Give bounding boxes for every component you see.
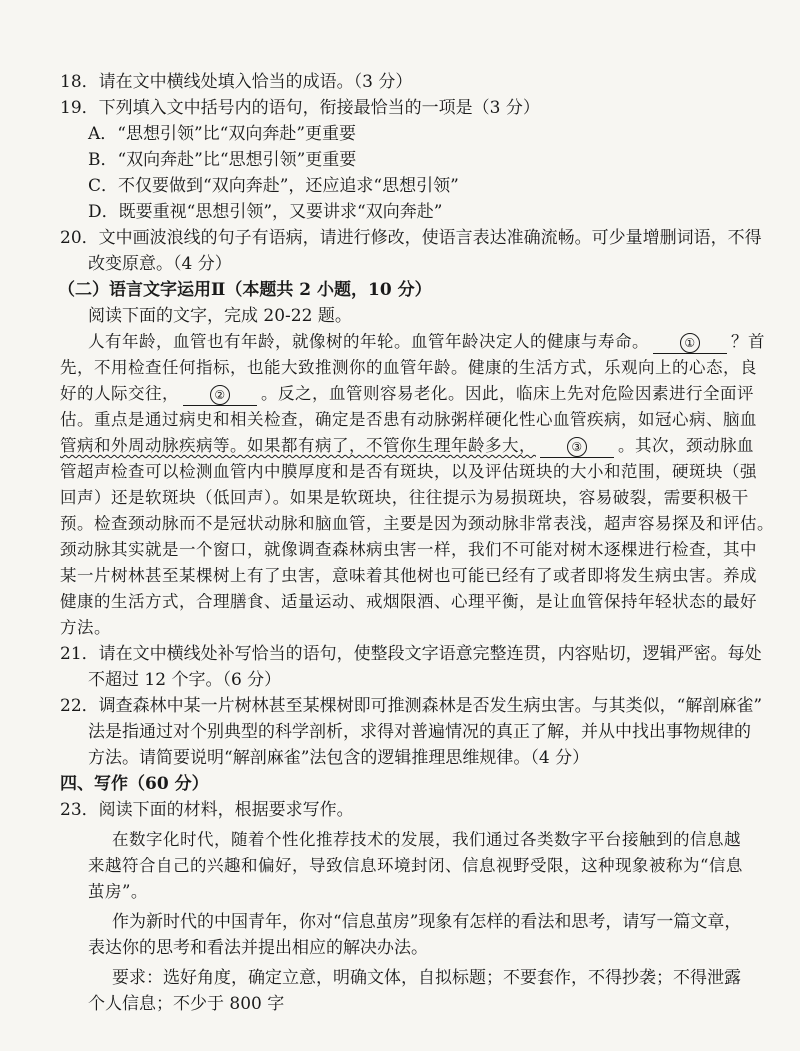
requirements-line-1: 要求：选好角度，确定立意，明确文体，自拟标题；不要套作，不得抄袭；不得泄露 [112,968,741,988]
passage-line-9: 颈动脉其实就是一个窗口，就像调查森林病虫害一样，我们不可能对树木逐棵进行检查，其中 [60,540,757,559]
passage-line-7: 回声）还是软斑块（低回声）。如果是软斑块，往往提示为易损斑块，容易破裂，需要积极干 [60,488,749,507]
question-19-option-c: C．不仅要做到“双向奔赴”，还应追求“思想引领” [88,176,459,196]
passage-text: ？首 [731,332,765,351]
passage-line-2: 先，不用检查任何指标，也能大致推测你的血管年龄。健康的生活方式，乐观向上的心态，良 [60,358,757,377]
question-18: 18．请在文中横线处填入恰当的成语。（3 分） [60,72,413,92]
passage-line-6: 管超声检查可以检测血管内中膜厚度和是否有斑块，以及评估斑块的大小和范围，硬斑块（强 [60,462,757,481]
section-4-heading: 四、写作（60 分） [60,774,209,794]
question-22-line3: 方法。请简要说明“解剖麻雀”法包含的逻辑推理思维规律。（4 分） [88,748,590,768]
wavy-underlined-sentence: 管病和外周动脉疾病等。如果都有病了，不管你生理年龄多大， [60,436,536,455]
question-19-option-a: A．“思想引领”比“双向奔赴”更重要 [88,124,357,144]
blank-1 [653,333,727,354]
section-2-intro: 阅读下面的文字，完成 20-22 题。 [88,306,352,326]
passage-line-1 [88,332,800,354]
question-22-line2: 法是指通过对个别典型的科学剖析，求得对普遍情况的真正了解，并从中找出事物规律的 [88,722,751,742]
passage-line-11: 健康的生活方式，合理膳食、适量运动、戒烟限酒、心理平衡，是让血管保持年轻状态的最好 [60,592,757,611]
material-line-1: 在数字化时代，随着个性化推荐技术的发展，我们通过各类数字平台接触到的信息越 [112,830,741,849]
blank-3 [540,437,614,458]
passage-line-10: 某一片树林甚至某棵树上有了虫害，意味着其他树也可能已经有了或者即将发生病虫害。养成 [60,566,757,585]
question-23-stem: 23．阅读下面的材料，根据要求写作。 [60,800,354,820]
material-line-2: 来越符合自己的兴趣和偏好，导致信息环境封闭、信息视野受限，这种现象被称为“信息 [88,856,743,875]
question-20-line2: 改变原意。（4 分） [88,254,232,274]
question-19-option-d: D．既要重视“思想引领”，又要讲求“双向奔赴” [88,202,443,222]
blank-marker-1: ① [680,333,700,353]
passage-line-3 [60,384,800,406]
passage-line-5 [60,436,800,458]
passage-line-12: 方法。 [60,618,111,637]
passage-text: 好的人际交往， [60,384,179,403]
question-19-stem: 19．下列填入文中括号内的语句，衔接最恰当的一项是（3 分） [60,98,540,118]
blank-marker-2: ② [210,385,230,405]
question-22-line1: 22．调查森林中某一片树林甚至某棵树即可推测森林是否发生病虫害。与其类似，“解剖麻雀” [60,696,763,716]
question-20-line1: 20．文中画波浪线的句子有语病，请进行修改，使语言表达准确流畅。可少量增删词语，不得 [60,228,762,248]
passage-text: 。反之，血管则容易老化。因此，临床上先对危险因素进行全面评 [261,384,754,403]
section-2-heading: （二）语言文字运用Ⅱ（本题共 2 小题，10 分） [58,280,432,300]
question-21-line2: 不超过 12 个字。（6 分） [88,670,282,690]
passage-line-4: 估。重点是通过病史和相关检查，确定是否患有动脉粥样硬化性心血管疾病，如冠心病、脑血 [60,410,757,429]
requirements-line-2: 个人信息；不少于 800 字 [88,994,285,1014]
passage-line-8: 预。检查颈动脉而不是冠状动脉和脑血管，主要是因为颈动脉非常表浅，超声容易探及和评估。 [60,514,774,533]
question-21-line1: 21．请在文中横线处补写恰当的语句，使整段文字语意完整连贯，内容贴切，逻辑严密。每处 [60,644,762,664]
task-line-2: 表达你的思考和看法并提出相应的解决办法。 [88,938,428,958]
passage-text: 。其次，颈动脉血 [618,436,754,455]
task-line-1: 作为新时代的中国青年，你对“信息茧房”现象有怎样的看法和思考，请写一篇文章， [112,912,742,932]
material-line-3: 茧房”。 [88,882,148,901]
question-19-option-b: B．“双向奔赴”比“思想引领”更重要 [88,150,357,170]
passage-text: 人有年龄，血管也有年龄，就像树的年轮。血管年龄决定人的健康与寿命。 [88,332,649,351]
blank-2 [183,385,257,406]
blank-marker-3: ③ [567,437,587,457]
